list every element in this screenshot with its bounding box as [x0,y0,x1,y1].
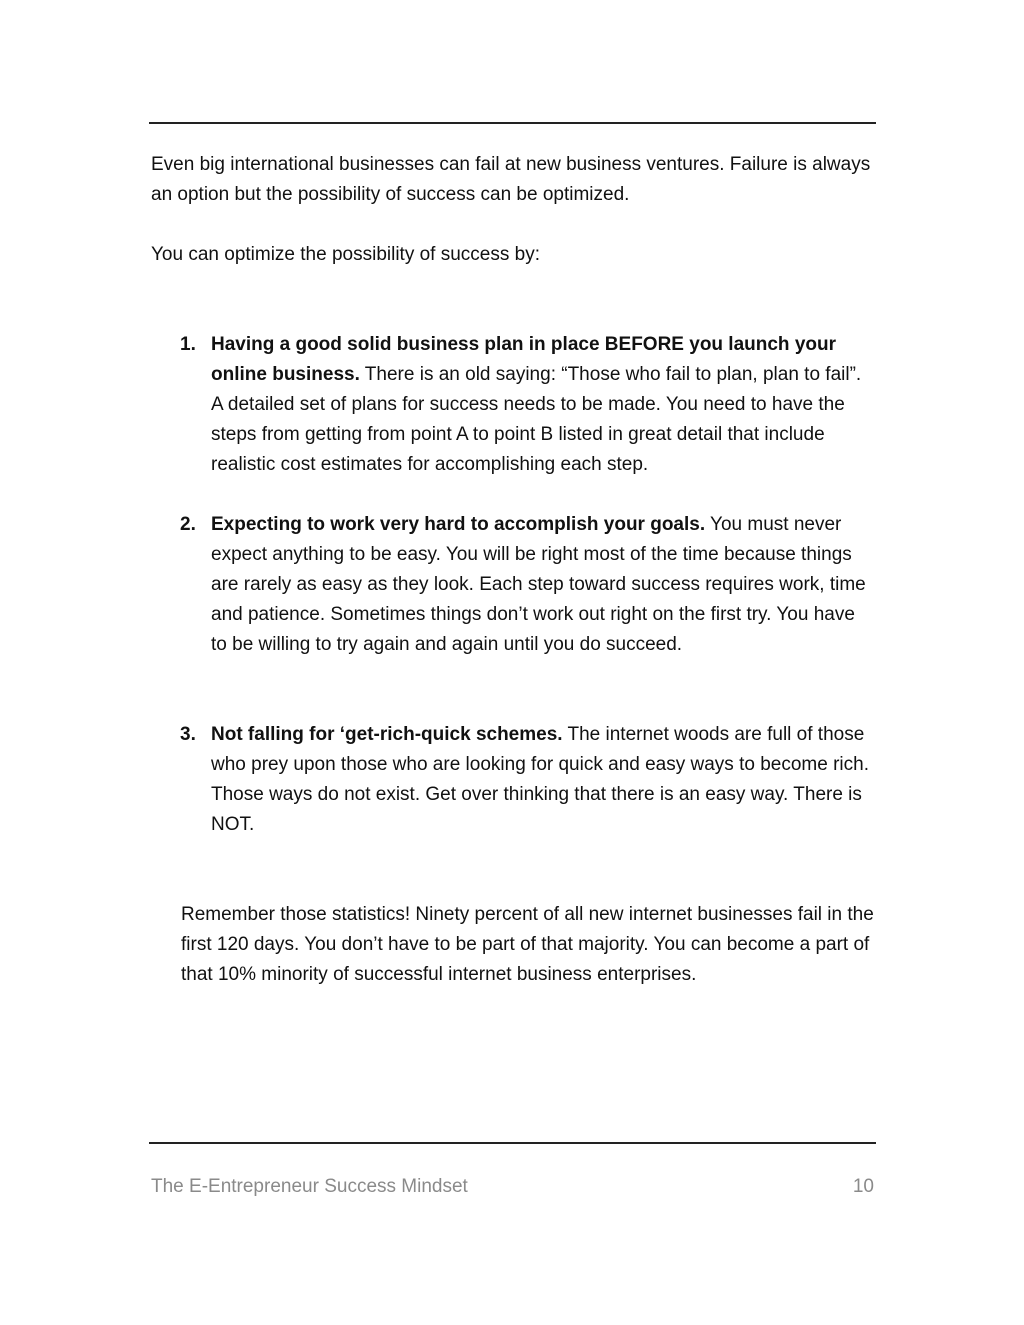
list-item-heading: Not falling for ‘get-rich-quick schemes. [211,724,563,745]
list-item-body [211,510,876,660]
header-rule [149,122,876,124]
footer-title: The E-Entrepreneur Success Mindset [151,1176,468,1197]
intro-paragraph: Even big international businesses can fail at new business ventures. Failure is always an option but the possibility of success can be optimized. [151,154,871,205]
list-item [180,720,880,840]
page-number: 10 [852,1176,874,1197]
list-item-number: 3. [180,724,196,745]
closing-paragraph: Remember those statistics! Ninety percent of all new internet businesses fail in the first 120 days. You don’t have to be part of that majority. You can become a part of that 10% minority of successful internet business enterprises. [181,904,874,985]
list-item-number: 2. [180,514,196,535]
list-item [180,330,880,480]
lead-paragraph: You can optimize the possibility of success by: [151,244,540,265]
list-item [180,510,880,660]
list-item-body [211,330,876,480]
list-item-text: The internet woods are full of those who prey upon those who are looking for quick and easy ways to become rich. Those ways do not exist. Get over thinking that there is an easy way. There is NOT. [211,724,869,835]
list-item-heading: Having a good solid business plan in place BEFORE you launch your online business. [211,334,836,385]
footer-rule [149,1142,876,1144]
list-item-number: 1. [180,334,196,355]
list-item-text: There is an old saying: “Those who fail to plan, plan to fail”. A detailed set of plans for success needs to be made. You need to have the steps from getting from point A to point B listed in great detail that include realistic cost estimates for accomplishing each step. [211,364,862,475]
list-item-heading: Expecting to work very hard to accomplish your goals. [211,514,706,535]
list-item-body [211,720,876,840]
list-item-text: You must never expect anything to be easy. You will be right most of the time because things are rarely as easy as they look. Each step toward success requires work, time and patience. Sometimes things don’t work out right on the first try. You have to be willing to try again and again until you do succeed. [211,514,866,655]
